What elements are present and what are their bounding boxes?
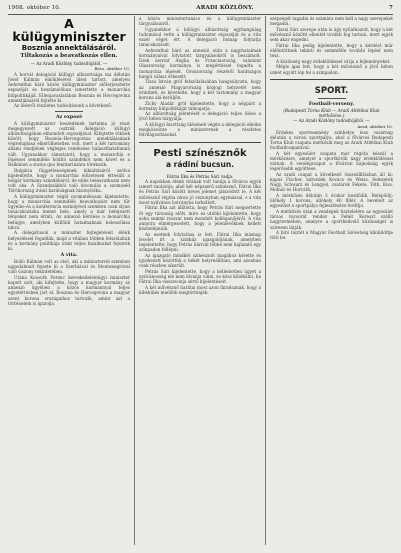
paragraph: Fátrai Ilka azt állította, hogy Petrás Sári megsértette őt egy társaság előtt, mire ez utóbbi kijelentette, hogy soha semmi rosszat nem mondott kolléganőjéről. A vita annyira elmérgesedett, hogy a jelenlévőknek kellett közbelépniük. <box>139 205 261 231</box>
paragraph: Fátrai Ilka pedig kijelentette, hogy a kérdést már eldöntöttnek tekinti és semmiféle további lépést nem tesz. <box>270 42 393 59</box>
paragraph: Petrás Sári kijelentette, hogy a kellemetlen ügyet a nyilvánosság elé nem kívánja vinni, és kész kibékülni, ha Fátrai Ilka visszavonja sértő kijelentéseit. <box>139 268 261 285</box>
paragraph: Az aradi csapat a következő összeállításban áll ki: kapus Fischer, hátvédek Kovács és Weisz, fedezetek Nagy, Schwarz és Lengyel, csatárok Fekete, Tóth, Kiss, Molnár és Horváth. <box>270 171 393 193</box>
masthead <box>8 3 393 13</box>
paragraph: A külügyminiszter végül nyomatékosan kijelentette, hogy a monarchia semmiféle beavatkozást nem tűr ügyeibe és a konferencia eszméjével szemben csak olyan tanácskozásba mehet bele, amely a már befejezett tényeket nem érinti. Az annexió kérdése a monarchia belügye, amelyben külföldi hatalmaknak beleszólása nincs. <box>8 193 130 230</box>
paragraph: szépségét tagadni és számára nem kell a nagy szerepeket megadni. <box>270 16 393 27</box>
paragraph: A külügyi bizottság ülésének végén a delegáció elnöke megköszönte a miniszternek a részletes felvilágosításokat. <box>139 122 261 138</box>
column-divider-2 <box>265 16 266 545</box>
article-separator <box>139 142 261 146</box>
article-kicker: Tiltakozás a beavatkozás ellen. <box>20 53 118 59</box>
paragraph: A delegátusok a miniszter fejtegetéseit élénk helyesléssel fogadták, majd a vitában többen felszólaltak és a kormány politikája iránt teljes bizalmukat fejezték ki. <box>8 230 130 251</box>
paragraph: Utána Kossuth Ferenc kereskedelemügyi miniszter kapott szót, aki kifejtette, hogy a magyar kormány az annexió ügyében a közös kormánnyal teljes egyetértésben járt el. Bosznia és Hercegovina a magyar szent korona országaihoz tartozik, amint azt a történelem is igazolja. <box>8 274 130 306</box>
article-dateline: Bécs, október 10. <box>94 66 130 71</box>
paragraph: Az esetnek folytatása is lett. Fátrai Ilka másnap levelet írt a színház igazgatójának, amelyben bejelentette, hogy Petrás Sárival többé nem hajlandó egy színpadon fellépni. <box>139 231 261 253</box>
article-headline: Pesti színésznők <box>153 147 247 159</box>
paragraph: A horvát delegáció külügyi albizottsága ma délután Jósef Kálmán elnöklésével ülést tartott, amelyen Aehrenthal báró közös külügyminiszter előterjesztette expozéját és beszámolóban ismertette a monarchia külpolitikáját. Ellenjavaslatában Bosznia és Hercegovina annektálásáról fejtette ki. <box>8 72 130 103</box>
article-dateline: Arad, október 10. <box>357 123 393 129</box>
paragraph: A két egyesület csapata már régóta készül a mérkőzésre, amelyet a sportkörök nagy érdeklődéssel várnak. A vendégcsapat a fővárosi bajnokság egyik legerősebb együttese. <box>270 150 393 172</box>
paragraph: Tisza István gróf felszólalásában hangsúlyozta, hogy az annexió Magyarország közjogi helyzetét nem érintheti, és követelte, hogy a két tartomány a magyar korona alá kerüljön. <box>139 79 261 100</box>
article-headline: Football-verseny. <box>308 100 355 107</box>
article-headline: A külügyminiszter <box>12 16 126 44</box>
paragraph: a közös minisztertanács és a külügyminiszter tárgyalásairól. <box>139 16 261 27</box>
article-subheadline: Bosznia annektálásáról. <box>21 44 117 52</box>
section-heading: Az expozé <box>55 113 83 120</box>
paragraph: Az igazgató mindkét színésznőt magához kérette és igyekezett közöttük a békét helyreállítani, ami azonban csak részben sikerült. <box>139 252 261 269</box>
paragraph: Bulgária függetlenségének kikiáltásáról szólva kijelentette, hogy a monarchia előzetesen értesült a bolgár kormány szándékáról, de ebbe beleavatkozni nem volt oka. A Szandzsákból való kivonulás a szomszéd Törökország iránti barátságnak bizonyítéka. <box>8 167 130 194</box>
article-subheadline: a rádiní bucsun. <box>165 159 235 169</box>
paragraph: Ugyanekkor a külügyi albizottság egyhangúlag tudomásul vette a külügyminiszter expozéját és a vita ezzel véget ért. A delegáció holnap folytatja tanácskozását. <box>139 26 261 48</box>
column-3 <box>270 16 393 547</box>
article-separator <box>270 79 393 83</box>
paragraph: Az ülésről részletes tudósításunk a következő: <box>14 103 112 109</box>
paragraph: Mégis igaz lett, hogy a két művésznő a jövő héten ismét együtt lép fel a színpadon. <box>270 64 393 75</box>
issue-date: 1908. október 10. <box>8 5 61 11</box>
paragraph: Bolló Kálmán volt az első, aki a miniszterrel szemben aggodalmait fejezte ki a Szerbiával és Montenegróval való viszony tekintetében. <box>8 259 130 275</box>
section-heading: A vita. <box>60 252 78 258</box>
paragraph: A két művésznő barátai most azon fáradoznak, hogy a kibékülés mielőbb megtörténjék. <box>139 284 261 295</box>
article-kicker: Fátrai Ilka és Petrás Sári vadja. <box>166 173 234 179</box>
paragraph: Aehrenthal báró az annexió után a nagyhatalmak kormányaival folytatott tárgyalásokról is beszámolt. Ezek szerint Anglia és Franciaország, valamint Olaszország kormánya is megértéssel fogadta a monarchia lépését. Oroszország részéről barátságos hangú válasz érkezett. <box>139 47 261 79</box>
paragraph: Az albizottság jelentését a delegáció teljes ülése a jövő héten tárgyalja. <box>139 111 261 122</box>
masthead-rule <box>8 14 393 15</box>
paragraph: A mérkőzés délután 3 órakor kezdődik. Belépődíj: ülőhely 1 korona, állóhely 40 fillér. A bevételt az egyesület a sportpálya fejlesztésére fordítja. <box>270 193 393 209</box>
paragraph: A külügyminiszter beszédének tartalma jó részt megegyezett az osztrák delegáció külügyi albizottságában elmondott expozéjával. Kifejtette többek között, hogy Bosznia–Hercegovina annektálásának végrehajtása elkerülhetetlen volt, mert a két tartomány állami rendjének végleges rendezése halaszthatatlanná vált. Ugyanakkor rámutatott, hogy a monarchia e lépéssel semmiféle hódító szándékot nem követ és a Balkánon a status quo fenntartására törekszik. <box>8 120 130 167</box>
paragraph: A bíró tisztét a Magyar Football Szövetség kiküldöttje tölti be. <box>270 230 393 241</box>
paragraph: A közönség nagy érdeklődéssel várja a fejleményeket. <box>276 58 391 64</box>
article-kicker: (Budapesti Torna Klub — Aradi Atlétikai Klub mérkőzése.) <box>283 107 380 118</box>
paragraph: Tiszai Sári szerepe után is úgy nyilatkozott, hogy a két művésznő közötti ellentét tovább fog tartani, mert egyik sem akar engedni. <box>270 26 393 43</box>
section-rule <box>186 171 214 172</box>
section-rule <box>318 98 346 99</box>
column-divider-1 <box>134 16 135 545</box>
column-1 <box>8 16 130 547</box>
article-byline: — Az Aradi Közlöny tudósítójától. — <box>30 60 108 66</box>
page-number: 7 <box>388 5 393 11</box>
paragraph: Zichy Aladár gróf kijelentette, hogy a néppárt a kormány külpolitikáját támogatja. <box>139 100 261 111</box>
paragraph: A mérkőzés után a vendégek tiszteletére az egyesület társas vacsorát rendez a Fehér Kereszt szálló nagytermében, amelyre a sportkedvelő közönséget is szívesen látják. <box>270 209 393 230</box>
paragraph: A napokban élénk vitának volt tanúja a főváros egyik ismert mulatója, ahol két népszerű színésznő, Fátrai Ilka és Petrás Sári között heves jelenet játszódott le. A két művésznő régóta nincs jó viszonyban egymással, s a vita most nyilvános botrányba torkollott. <box>139 179 261 205</box>
paragraph: Érdekes sportesemény színhelye lesz vasárnap délután a városi sportpálya, ahol a fővárosi Budapesti Torna Klub csapata mérkőzik meg az Aradi Atlétikai Klub footballcsapatával. <box>270 129 393 151</box>
newspaper-title: ARADI KÖZLÖNY. <box>196 5 254 11</box>
column-2 <box>139 16 261 547</box>
section-title-sport: SPORT. <box>314 85 349 96</box>
section-rule <box>55 111 83 112</box>
article-byline: — Az Aradi Közlöny tudósítójától. — <box>293 118 370 124</box>
